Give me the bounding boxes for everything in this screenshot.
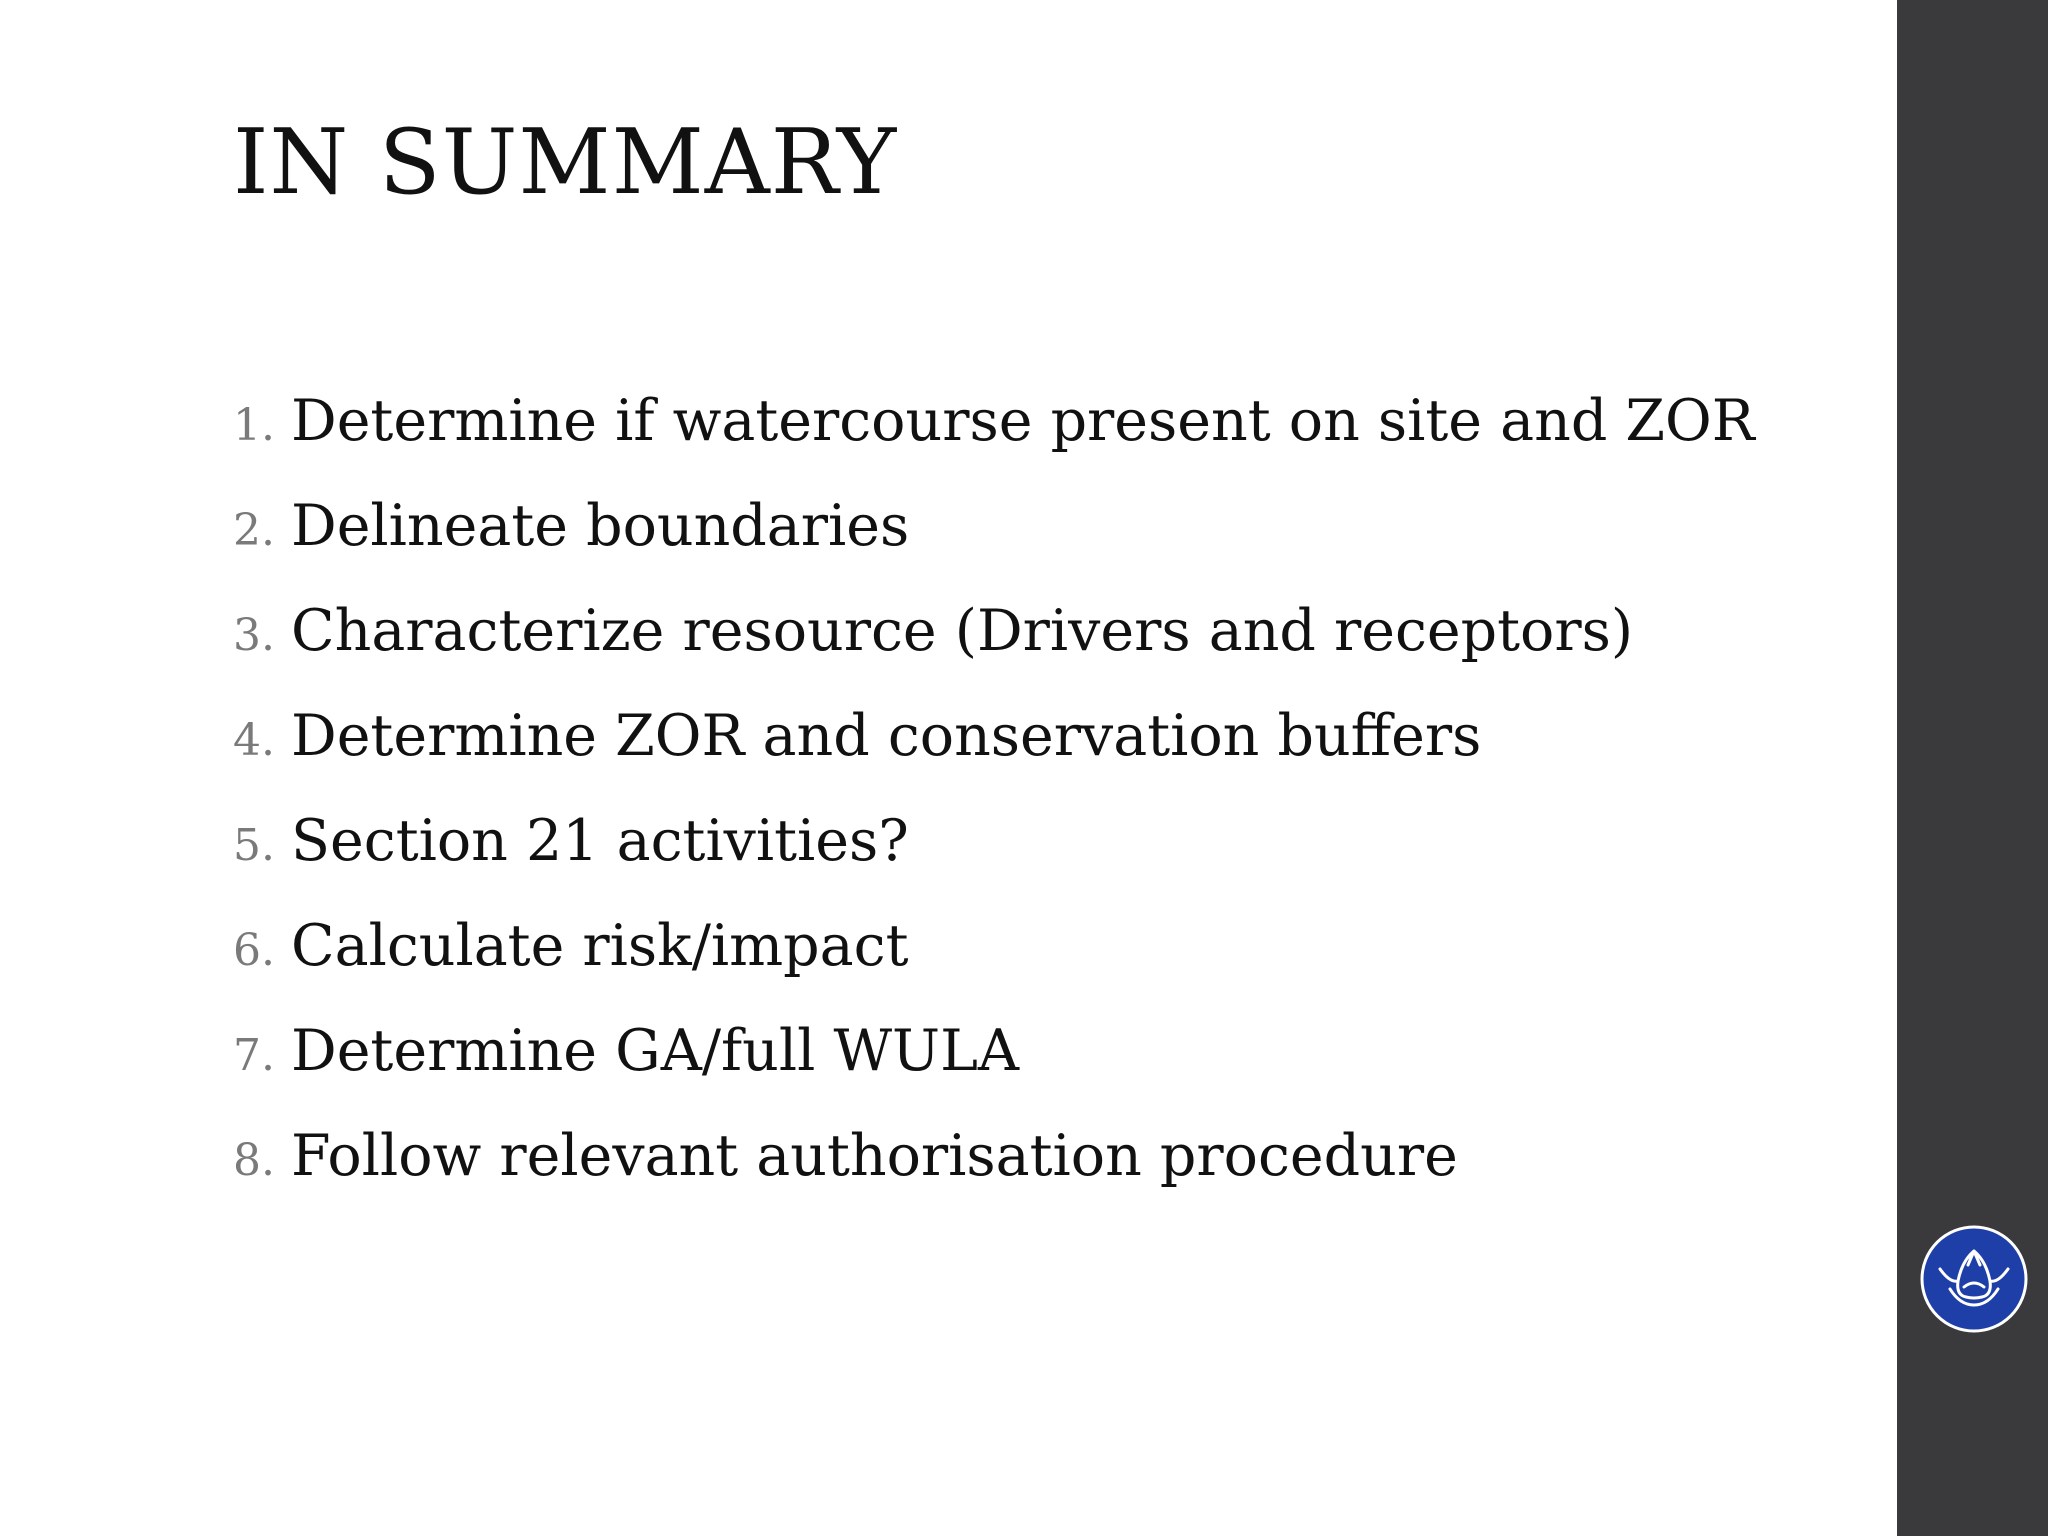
list-item-text: Calculate risk/impact bbox=[291, 913, 909, 979]
list-item-text: Delineate boundaries bbox=[291, 493, 910, 559]
list-item bbox=[233, 388, 1755, 493]
list-item bbox=[233, 913, 1755, 1018]
list-item-number: 5. bbox=[233, 820, 275, 871]
list-item bbox=[233, 598, 1755, 703]
list-item-text: Follow relevant authorisation procedure bbox=[291, 1123, 1458, 1189]
list-item-number: 1. bbox=[233, 400, 275, 451]
list-item-number: 3. bbox=[233, 610, 275, 661]
list-item bbox=[233, 493, 1755, 598]
list-item-number: 7. bbox=[233, 1030, 275, 1081]
list-item-number: 8. bbox=[233, 1135, 275, 1186]
list-item bbox=[233, 1123, 1755, 1228]
list-item-number: 2. bbox=[233, 505, 275, 556]
list-item bbox=[233, 703, 1755, 808]
list-item-number: 4. bbox=[233, 715, 275, 766]
list-item-text: Characterize resource (Drivers and receptors) bbox=[291, 598, 1634, 664]
list-item bbox=[233, 808, 1755, 913]
list-item-text: Determine ZOR and conservation buffers bbox=[291, 703, 1482, 769]
lotus-logo-icon bbox=[1920, 1225, 2028, 1333]
summary-list bbox=[233, 388, 1755, 1228]
list-item-text: Section 21 activities? bbox=[291, 808, 909, 874]
slide-title: IN SUMMARY bbox=[233, 110, 898, 215]
list-item-text: Determine GA/full WULA bbox=[291, 1018, 1020, 1084]
list-item-text: Determine if watercourse present on site and ZOR bbox=[291, 388, 1755, 454]
list-item bbox=[233, 1018, 1755, 1123]
list-item-number: 6. bbox=[233, 925, 275, 976]
